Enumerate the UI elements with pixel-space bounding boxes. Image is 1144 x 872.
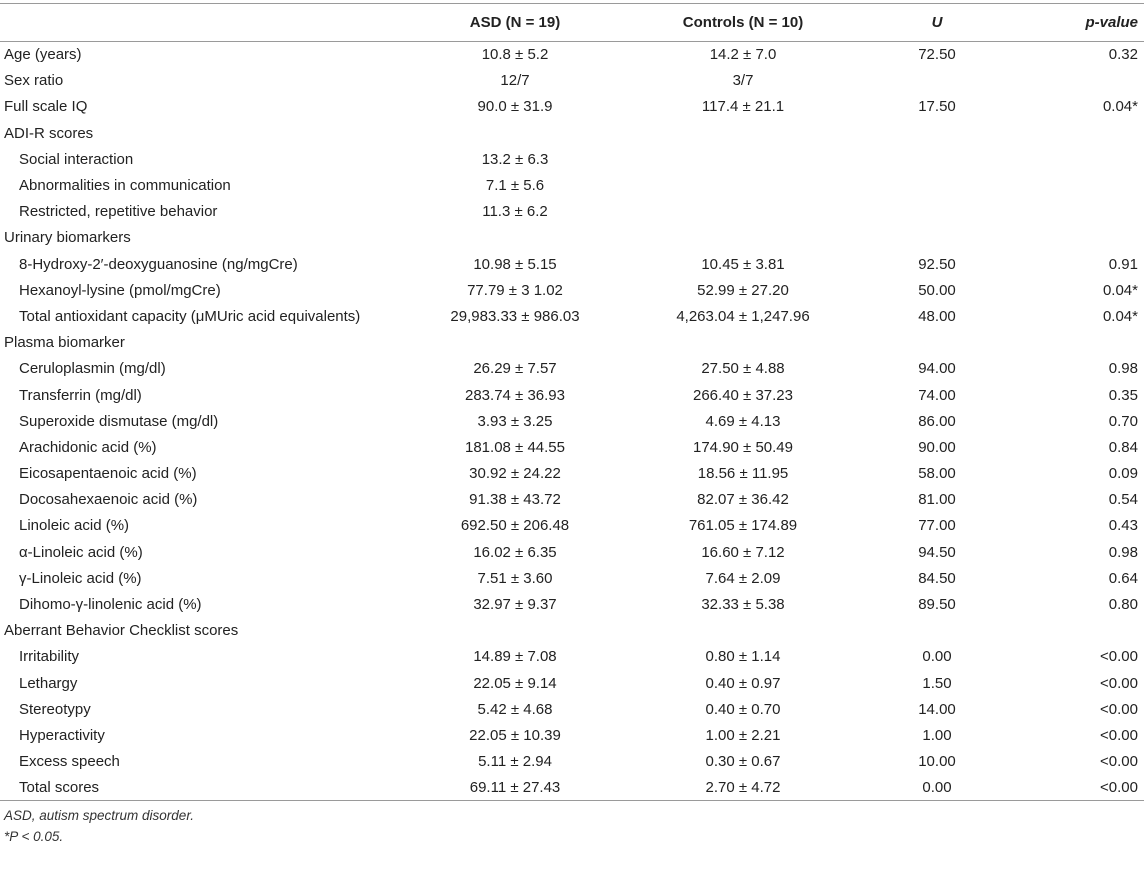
cell-asd: 7.51 ± 3.60	[477, 569, 553, 587]
cell-asd: 7.1 ± 5.6	[485, 177, 545, 195]
row-label: Eicosapentaenoic acid (%)	[19, 465, 197, 483]
row-label: ADI-R scores	[4, 124, 94, 142]
table-row	[0, 487, 1144, 513]
cell-controls: 14.2 ± 7.0	[709, 46, 777, 64]
cell-controls: 2.70 ± 4.72	[630, 775, 856, 801]
cell-controls: 27.50 ± 4.88	[701, 360, 785, 378]
cell-controls: 0.30 ± 0.67	[705, 753, 781, 771]
results-table	[0, 3, 1144, 801]
cell-asd: 22.05 ± 10.39	[469, 726, 561, 744]
row-label: Aberrant Behavior Checklist scores	[4, 622, 239, 640]
cell-p-value: 0.09	[1108, 465, 1138, 483]
cell-controls	[630, 199, 856, 225]
cell-p-value: 0.91	[1108, 255, 1138, 273]
cell-p-value: 0.35	[1108, 386, 1138, 404]
table-row	[0, 94, 1144, 120]
cell-u: 14.00	[918, 700, 956, 718]
cell-p-value: <0.00	[1100, 674, 1138, 692]
table-row	[0, 461, 1144, 487]
table-row	[0, 356, 1144, 382]
cell-controls	[630, 225, 856, 251]
cell-u: 10.00	[918, 753, 956, 771]
cell-controls	[630, 172, 856, 198]
cell-u	[856, 618, 1018, 644]
cell-controls	[630, 618, 856, 644]
cell-u: 72.50	[918, 46, 956, 64]
cell-u: 17.50	[918, 98, 956, 116]
table-row	[0, 382, 1144, 408]
table-row	[0, 408, 1144, 434]
cell-u: 50.00	[918, 281, 956, 299]
cell-u: 94.00	[918, 360, 956, 378]
footnote-significance: *P < 0.05.	[4, 829, 64, 844]
cell-p-value: 0.43	[1108, 517, 1138, 535]
row-label: Sex ratio	[4, 72, 64, 90]
row-label: α-Linoleic acid (%)	[19, 543, 143, 561]
table-row	[0, 749, 1144, 775]
cell-p-value: 0.04*	[1102, 281, 1138, 299]
cell-p-value: 0.80	[1108, 596, 1138, 614]
cell-p-value: <0.00	[1100, 648, 1138, 666]
table-header-row	[0, 4, 1144, 42]
row-label: Excess speech	[19, 753, 120, 771]
cell-asd	[400, 618, 630, 644]
table-row	[0, 277, 1144, 303]
cell-controls: 761.05 ± 174.89	[688, 517, 798, 535]
cell-p-value: <0.00	[1100, 700, 1138, 718]
row-label: Superoxide dismutase (mg/dl)	[19, 412, 219, 430]
cell-controls	[630, 120, 856, 146]
cell-controls: 174.90 ± 50.49	[693, 438, 793, 456]
row-label: Stereotypy	[19, 700, 91, 718]
cell-controls: 10.45 ± 3.81	[701, 255, 785, 273]
cell-asd: 10.8 ± 5.2	[481, 46, 549, 64]
cell-controls: 1.00 ± 2.21	[705, 726, 781, 744]
cell-controls: 7.64 ± 2.09	[705, 569, 781, 587]
cell-controls: 0.40 ± 0.70	[705, 700, 781, 718]
header-u-text: U	[931, 14, 943, 31]
header-asd: ASD (N = 19)	[400, 4, 630, 42]
cell-asd: 30.92 ± 24.22	[469, 465, 561, 483]
table-row	[0, 303, 1144, 329]
cell-u: 1.00	[922, 726, 952, 744]
header-p-value	[1018, 4, 1144, 42]
cell-asd: 69.11 ± 27.43	[400, 775, 630, 801]
row-label: Age (years)	[4, 46, 82, 64]
cell-p-value	[1018, 120, 1144, 146]
cell-controls: 4,263.04 ± 1,247.96	[676, 307, 810, 325]
cell-asd: 90.0 ± 31.9	[477, 98, 553, 116]
row-label: 8-Hydroxy-2′-deoxyguanosine (ng/mgCre)	[19, 255, 298, 273]
row-label: Ceruloplasmin (mg/dl)	[19, 360, 166, 378]
table-row	[0, 722, 1144, 748]
cell-controls: 3/7	[732, 72, 754, 90]
cell-asd: 692.50 ± 206.48	[460, 517, 570, 535]
row-label: Plasma biomarker	[4, 334, 125, 352]
cell-u: 74.00	[918, 386, 956, 404]
cell-asd: 181.08 ± 44.55	[465, 438, 565, 456]
row-label: Irritability	[19, 648, 80, 666]
cell-u: 58.00	[918, 465, 956, 483]
cell-p-value	[1018, 68, 1144, 94]
cell-u	[856, 172, 1018, 198]
cell-asd: 5.42 ± 4.68	[477, 700, 553, 718]
cell-asd	[400, 120, 630, 146]
cell-u: 94.50	[918, 543, 956, 561]
row-label: Urinary biomarkers	[4, 229, 131, 247]
cell-asd: 22.05 ± 9.14	[473, 674, 557, 692]
row-label: Restricted, repetitive behavior	[19, 203, 218, 221]
table-row	[0, 696, 1144, 722]
cell-asd: 29,983.33 ± 986.03	[450, 307, 580, 325]
cell-u: 48.00	[918, 307, 956, 325]
cell-asd: 26.29 ± 7.57	[473, 360, 557, 378]
row-label: γ-Linoleic acid (%)	[19, 569, 142, 587]
cell-u: 1.50	[922, 674, 952, 692]
cell-u	[856, 330, 1018, 356]
table-row	[0, 513, 1144, 539]
cell-controls: 32.33 ± 5.38	[701, 596, 785, 614]
cell-u	[856, 199, 1018, 225]
table-row	[0, 670, 1144, 696]
cell-asd: 77.79 ± 3 1.02	[467, 281, 563, 299]
table-row	[0, 251, 1144, 277]
cell-u: 90.00	[918, 438, 956, 456]
row-label: Total scores	[0, 775, 400, 801]
cell-controls: 52.99 ± 27.20	[697, 281, 789, 299]
cell-p-value: <0.00	[1100, 726, 1138, 744]
cell-controls: 4.69 ± 4.13	[705, 412, 781, 430]
cell-u	[856, 68, 1018, 94]
table-row	[0, 618, 1144, 644]
cell-p-value: 0.70	[1108, 412, 1138, 430]
cell-asd: 12/7	[500, 72, 530, 90]
cell-controls: 266.40 ± 37.23	[693, 386, 793, 404]
table-row	[0, 644, 1144, 670]
cell-controls: 0.40 ± 0.97	[705, 674, 781, 692]
cell-p-value: 0.64	[1108, 569, 1138, 587]
cell-asd: 13.2 ± 6.3	[481, 150, 549, 168]
cell-u: 92.50	[918, 255, 956, 273]
footnote-abbreviation: ASD, autism spectrum disorder.	[4, 808, 195, 823]
cell-controls: 82.07 ± 36.42	[697, 491, 789, 509]
cell-p-value	[1018, 225, 1144, 251]
cell-asd: 3.93 ± 3.25	[477, 412, 553, 430]
cell-asd: 32.97 ± 9.37	[473, 596, 557, 614]
cell-asd: 5.11 ± 2.94	[478, 753, 552, 771]
cell-controls: 16.60 ± 7.12	[701, 543, 785, 561]
cell-p-value: 0.04*	[1102, 307, 1138, 325]
cell-u: 81.00	[918, 491, 956, 509]
cell-u	[856, 120, 1018, 146]
table-row	[0, 199, 1144, 225]
cell-asd	[400, 330, 630, 356]
cell-u	[856, 146, 1018, 172]
cell-p-value: 0.04*	[1102, 98, 1138, 116]
table-row	[0, 565, 1144, 591]
table-row	[0, 42, 1144, 68]
header-controls: Controls (N = 10)	[630, 4, 856, 42]
table-body	[0, 42, 1144, 801]
cell-u: 84.50	[918, 569, 956, 587]
cell-u: 0.00	[856, 775, 1018, 801]
table-row	[0, 434, 1144, 460]
row-label: Abnormalities in communication	[19, 177, 231, 195]
table-row	[0, 775, 1144, 801]
cell-asd	[400, 225, 630, 251]
cell-controls: 0.80 ± 1.14	[705, 648, 781, 666]
cell-p-value: 0.98	[1108, 360, 1138, 378]
header-u	[856, 4, 1018, 42]
cell-p-value: <0.00	[1100, 753, 1138, 771]
table-row	[0, 68, 1144, 94]
cell-asd: 283.74 ± 36.93	[465, 386, 565, 404]
cell-asd: 10.98 ± 5.15	[473, 255, 557, 273]
table-row	[0, 330, 1144, 356]
cell-p-value	[1018, 172, 1144, 198]
cell-asd: 14.89 ± 7.08	[473, 648, 557, 666]
table-row	[0, 591, 1144, 617]
header-variable	[0, 4, 400, 42]
row-label: Full scale IQ	[4, 98, 88, 116]
table-row	[0, 539, 1144, 565]
cell-controls: 18.56 ± 11.95	[697, 465, 789, 483]
table-row	[0, 225, 1144, 251]
cell-u: 0.00	[922, 648, 952, 666]
cell-asd: 11.3 ± 6.2	[482, 203, 548, 221]
cell-p-value: 0.32	[1108, 46, 1138, 64]
row-label: Docosahexaenoic acid (%)	[19, 491, 198, 509]
cell-controls: 117.4 ± 21.1	[701, 98, 785, 116]
table-row	[0, 120, 1144, 146]
cell-p-value	[1018, 199, 1144, 225]
header-p-text: p-value	[1085, 14, 1138, 31]
cell-p-value	[1018, 330, 1144, 356]
cell-u: 77.00	[918, 517, 956, 535]
table-row	[0, 172, 1144, 198]
cell-p-value	[1018, 618, 1144, 644]
cell-asd: 91.38 ± 43.72	[469, 491, 561, 509]
row-label: Linoleic acid (%)	[19, 517, 130, 535]
cell-u	[856, 225, 1018, 251]
cell-u: 89.50	[918, 596, 956, 614]
cell-controls	[630, 146, 856, 172]
cell-controls	[630, 330, 856, 356]
row-label: Hyperactivity	[19, 726, 105, 744]
row-label: Dihomo-γ-linolenic acid (%)	[19, 596, 202, 614]
cell-p-value	[1018, 146, 1144, 172]
cell-p-value: 0.84	[1108, 438, 1138, 456]
row-label: Arachidonic acid (%)	[19, 438, 157, 456]
row-label: Social interaction	[19, 150, 134, 168]
row-label: Hexanoyl-lysine (pmol/mgCre)	[19, 281, 221, 299]
row-label: Total antioxidant capacity (μMUric acid equivalents)	[19, 307, 361, 325]
row-label: Transferrin (mg/dl)	[19, 386, 142, 404]
cell-p-value: 0.98	[1108, 543, 1138, 561]
table-row	[0, 146, 1144, 172]
row-label: Lethargy	[19, 674, 78, 692]
cell-p-value: <0.00	[1018, 775, 1144, 801]
cell-p-value: 0.54	[1108, 491, 1138, 509]
cell-asd: 16.02 ± 6.35	[473, 543, 557, 561]
cell-u: 86.00	[918, 412, 956, 430]
